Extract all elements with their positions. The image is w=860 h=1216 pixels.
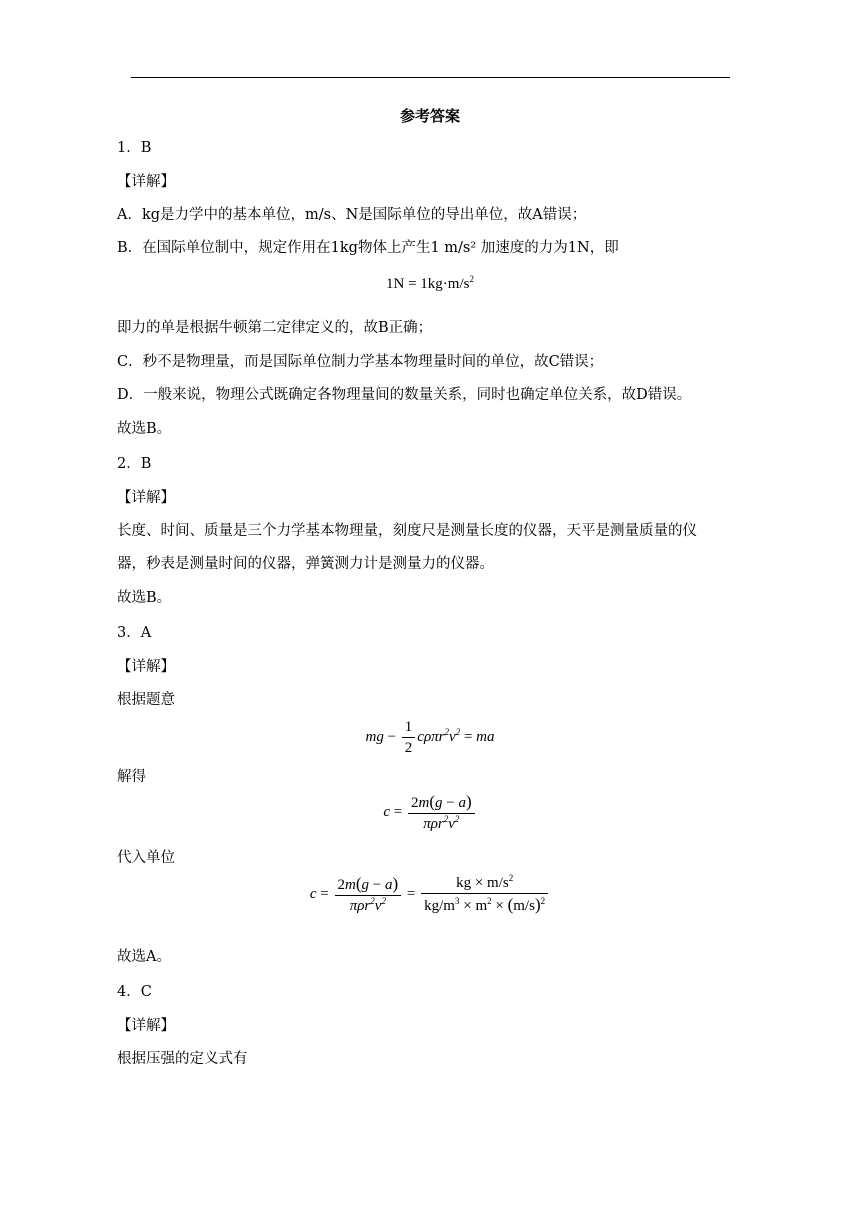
q2-answer: 2．B	[117, 456, 152, 472]
header-rule	[131, 77, 730, 78]
q1-answer: 1．B	[117, 140, 152, 156]
q3-units-label: 代入单位	[117, 850, 175, 866]
q2-conclusion: 故选B。	[117, 590, 172, 606]
q1-option-b-conclusion: 即力的单是根据牛顿第二定律定义的，故B正确；	[117, 320, 433, 336]
q3-equation-3: c = $\frac{2m(g - a)}{\pi\rho r^2v^2}$ = $\frac{kg \times m/s^2}{kg/m^3 \times m^2 \times (m/s)^2}$	[0, 874, 860, 915]
page-title: 参考答案	[399, 107, 460, 125]
q1-option-d: D．一般来说，物理公式既确定各物理量间的数量关系，同时也确定单位关系，故D错误。	[117, 387, 692, 403]
q1-equation: $1N = 1kg\cdot m/s^2$	[386, 274, 474, 292]
q4-detail-label: 【详解】	[117, 1018, 175, 1034]
q2-text-line-1: 长度、时间、质量是三个力学基本物理量，刻度尺是测量长度的仪器，天平是测量质量的仪	[117, 523, 697, 539]
q1-option-b: B．在国际单位制中，规定作用在1kg物体上产生1 m/s² 加速度的力为1N，即	[117, 240, 619, 256]
q1-conclusion: 故选B。	[117, 421, 172, 437]
q3-detail-label: 【详解】	[117, 659, 175, 675]
q4-intro: 根据压强的定义式有	[117, 1051, 248, 1067]
q2-text-line-2: 器，秒表是测量时间的仪器，弹簧测力计是测量力的仪器。	[117, 556, 494, 572]
q3-answer: 3．A	[117, 625, 152, 641]
q3-intro: 根据题意	[117, 692, 175, 708]
q3-conclusion: 故选A。	[117, 949, 171, 965]
q3-solve-label: 解得	[117, 769, 146, 785]
q2-detail-label: 【详解】	[117, 490, 175, 506]
q3-equation-1: mg − $\frac{1}{2}$ $c\rho\pi r^2v^2$ = ma	[365, 719, 495, 756]
q3-equation-2: c = $\frac{2m(g - a)}{\pi\rho r^2v^2}$	[0, 792, 860, 833]
q1-option-a: A．kg是力学中的基本单位，m/s、N是国际单位的导出单位，故A错误；	[117, 207, 587, 223]
q1-detail-label: 【详解】	[117, 174, 175, 190]
q1-option-c: C．秒不是物理量，而是国际单位制力学基本物理量时间的单位，故C错误；	[117, 354, 604, 370]
q4-answer: 4．C	[117, 984, 152, 1000]
